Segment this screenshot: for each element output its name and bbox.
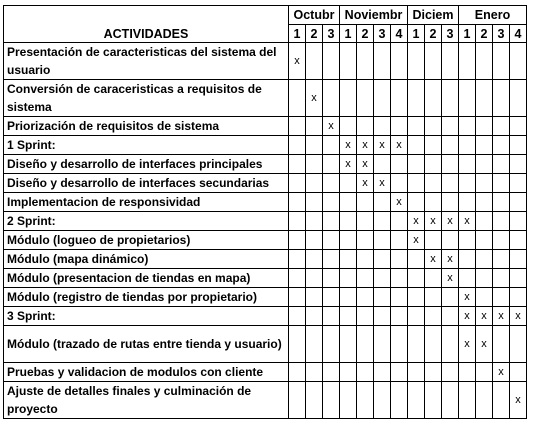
schedule-cell [442,80,459,117]
schedule-cell [442,231,459,250]
schedule-cell [306,117,323,136]
schedule-cell [391,307,408,326]
schedule-cell [391,326,408,363]
schedule-mark: x [391,193,408,212]
schedule-cell [459,155,476,174]
schedule-cell [408,363,425,382]
schedule-cell [493,269,510,288]
schedule-cell [306,382,323,419]
schedule-cell [442,382,459,419]
schedule-cell [425,269,442,288]
schedule-cell [323,155,340,174]
schedule-cell [323,269,340,288]
activity-label: Conversión de caraceristicas a requisitos de sistema [4,80,289,117]
schedule-cell [408,117,425,136]
schedule-cell [323,363,340,382]
schedule-cell [357,250,374,269]
schedule-cell [408,250,425,269]
schedule-cell [323,382,340,419]
week-header: 1 [289,25,306,43]
schedule-cell [510,212,527,231]
schedule-cell [476,174,493,193]
schedule-mark: x [510,307,527,326]
schedule-cell [374,326,391,363]
schedule-cell [476,269,493,288]
schedule-mark: x [340,136,357,155]
schedule-cell [323,212,340,231]
schedule-mark: x [442,269,459,288]
schedule-mark: x [476,326,493,363]
schedule-cell [442,117,459,136]
schedule-cell [510,136,527,155]
schedule-cell [442,307,459,326]
schedule-cell [510,193,527,212]
schedule-cell [493,212,510,231]
schedule-cell [510,250,527,269]
schedule-cell [374,288,391,307]
schedule-cell [306,326,323,363]
schedule-cell [459,382,476,419]
schedule-cell [476,117,493,136]
schedule-cell [340,269,357,288]
schedule-cell [442,326,459,363]
activity-row [4,136,527,155]
schedule-cell [408,382,425,419]
schedule-cell [408,155,425,174]
schedule-mark: x [442,250,459,269]
schedule-mark: x [357,174,374,193]
schedule-cell [459,43,476,80]
schedule-cell [425,326,442,363]
schedule-cell [493,174,510,193]
schedule-cell [374,117,391,136]
activity-label: 3 Sprint: [4,307,289,326]
schedule-mark: x [408,231,425,250]
schedule-cell [459,174,476,193]
schedule-mark: x [459,288,476,307]
activity-label: Pruebas y validacion de modulos con cliente [4,363,289,382]
week-header: 2 [425,25,442,43]
schedule-cell [306,193,323,212]
schedule-cell [459,136,476,155]
week-header: 1 [459,25,476,43]
schedule-cell [289,80,306,117]
schedule-cell [340,307,357,326]
schedule-cell [323,288,340,307]
schedule-cell [442,136,459,155]
activity-row [4,307,527,326]
schedule-cell [510,231,527,250]
schedule-cell [289,193,306,212]
activity-row [4,269,527,288]
activity-label: Módulo (presentacion de tiendas en mapa) [4,269,289,288]
schedule-cell [510,269,527,288]
week-header: 1 [408,25,425,43]
schedule-cell [289,136,306,155]
schedule-cell [323,136,340,155]
schedule-cell [459,231,476,250]
schedule-cell [391,269,408,288]
activities-body [4,43,527,419]
schedule-cell [340,80,357,117]
schedule-cell [306,155,323,174]
schedule-mark: x [340,155,357,174]
schedule-cell [289,174,306,193]
schedule-cell [442,155,459,174]
schedule-cell [476,136,493,155]
activity-label: Diseño y desarrollo de interfaces secundarias [4,174,289,193]
schedule-cell [323,43,340,80]
week-header: 2 [476,25,493,43]
week-header: 3 [323,25,340,43]
schedule-mark: x [408,212,425,231]
schedule-cell [476,288,493,307]
schedule-cell [306,363,323,382]
schedule-cell [442,193,459,212]
schedule-cell [391,80,408,117]
schedule-mark: x [357,155,374,174]
schedule-cell [323,80,340,117]
schedule-cell [323,193,340,212]
activity-label: Módulo (logueo de propietarios) [4,231,289,250]
schedule-cell [357,117,374,136]
schedule-cell [459,117,476,136]
schedule-cell [408,193,425,212]
schedule-cell [289,363,306,382]
activities-header [4,6,289,43]
schedule-cell [306,174,323,193]
schedule-cell [374,307,391,326]
week-header: 3 [493,25,510,43]
schedule-cell [493,231,510,250]
schedule-cell [476,43,493,80]
schedule-cell [289,307,306,326]
schedule-cell [357,193,374,212]
schedule-cell [340,231,357,250]
schedule-cell [323,326,340,363]
schedule-cell [374,250,391,269]
month-header-row [4,6,527,25]
schedule-cell [408,43,425,80]
schedule-cell [408,174,425,193]
activity-row [4,363,527,382]
schedule-cell [493,288,510,307]
schedule-cell [374,43,391,80]
schedule-cell [340,250,357,269]
schedule-cell [442,288,459,307]
week-header: 3 [374,25,391,43]
schedule-cell [289,326,306,363]
schedule-cell [340,174,357,193]
activity-label: Priorización de requisitos de sistema [4,117,289,136]
schedule-mark: x [289,43,306,80]
schedule-cell [374,231,391,250]
activity-row [4,117,527,136]
schedule-cell [289,155,306,174]
schedule-mark: x [425,250,442,269]
schedule-cell [306,231,323,250]
schedule-cell [510,155,527,174]
schedule-cell [425,231,442,250]
schedule-cell [459,193,476,212]
week-header: 2 [306,25,323,43]
schedule-cell [408,80,425,117]
schedule-cell [425,193,442,212]
schedule-cell [306,136,323,155]
schedule-cell [374,363,391,382]
schedule-cell [425,117,442,136]
activity-label: Módulo (trazado de rutas entre tienda y usuario) [4,326,289,363]
week-header: 3 [442,25,459,43]
schedule-cell [442,174,459,193]
schedule-cell [493,43,510,80]
schedule-cell [408,288,425,307]
schedule-cell [357,231,374,250]
schedule-cell [510,288,527,307]
schedule-table [3,5,527,419]
schedule-cell [340,43,357,80]
week-header: 1 [340,25,357,43]
schedule-mark: x [374,136,391,155]
month-header-4: Enero [459,6,527,25]
schedule-cell [510,326,527,363]
schedule-cell [493,136,510,155]
schedule-cell [408,269,425,288]
schedule-cell [374,155,391,174]
schedule-cell [323,231,340,250]
schedule-cell [459,250,476,269]
activity-label: 1 Sprint: [4,136,289,155]
schedule-cell [391,117,408,136]
schedule-cell [374,212,391,231]
schedule-cell [442,43,459,80]
schedule-cell [374,193,391,212]
schedule-cell [306,307,323,326]
schedule-cell [391,212,408,231]
schedule-cell [459,80,476,117]
month-header-3: Diciem [408,6,459,25]
schedule-mark: x [476,307,493,326]
activity-row [4,155,527,174]
schedule-mark: x [510,382,527,419]
schedule-cell [425,136,442,155]
schedule-cell [493,193,510,212]
schedule-mark: x [442,212,459,231]
schedule-cell [306,43,323,80]
schedule-cell [425,363,442,382]
schedule-cell [391,250,408,269]
schedule-mark: x [425,212,442,231]
schedule-cell [391,174,408,193]
schedule-cell [425,382,442,419]
schedule-cell [340,326,357,363]
schedule-mark: x [323,117,340,136]
schedule-mark: x [459,326,476,363]
schedule-cell [340,212,357,231]
schedule-cell [493,250,510,269]
schedule-cell [476,193,493,212]
activity-row [4,250,527,269]
activity-row [4,43,527,80]
schedule-cell [425,43,442,80]
schedule-cell [408,136,425,155]
schedule-cell [340,382,357,419]
schedule-cell [306,269,323,288]
schedule-cell [391,288,408,307]
schedule-cell [289,288,306,307]
schedule-cell [306,250,323,269]
schedule-mark: x [493,363,510,382]
schedule-cell [323,307,340,326]
schedule-cell [425,174,442,193]
month-header-1: Octubr [289,6,340,25]
schedule-cell [459,363,476,382]
activity-label: Diseño y desarrollo de interfaces principales [4,155,289,174]
schedule-cell [289,212,306,231]
schedule-cell [357,288,374,307]
schedule-cell [493,117,510,136]
schedule-cell [476,80,493,117]
schedule-cell [357,382,374,419]
schedule-cell [510,174,527,193]
schedule-cell [340,288,357,307]
activity-row [4,80,527,117]
schedule-mark: x [374,174,391,193]
schedule-cell [476,382,493,419]
activity-row [4,174,527,193]
schedule-cell [510,80,527,117]
schedule-cell [289,382,306,419]
schedule-cell [340,193,357,212]
schedule-cell [357,269,374,288]
schedule-cell [476,231,493,250]
activity-row [4,212,527,231]
schedule-mark: x [459,307,476,326]
activity-row [4,231,527,250]
schedule-cell [289,269,306,288]
schedule-cell [510,43,527,80]
schedule-cell [476,155,493,174]
schedule-cell [306,212,323,231]
schedule-mark: x [306,80,323,117]
activity-label: Implementacion de responsividad [4,193,289,212]
activity-label: 2 Sprint: [4,212,289,231]
week-header: 4 [391,25,408,43]
schedule-cell [476,363,493,382]
schedule-cell [493,382,510,419]
activity-label: Presentación de caracteristicas del sistema del usuario [4,43,289,80]
activity-label: Ajuste de detalles finales y culminación de proyecto [4,382,289,419]
schedule-cell [510,117,527,136]
schedule-mark: x [357,136,374,155]
schedule-cell [493,326,510,363]
schedule-cell [374,80,391,117]
schedule-cell [289,117,306,136]
schedule-cell [425,307,442,326]
schedule-cell [289,250,306,269]
activity-row [4,288,527,307]
schedule-cell [493,80,510,117]
schedule-cell [391,231,408,250]
schedule-cell [391,382,408,419]
schedule-cell [357,307,374,326]
week-header: 4 [510,25,527,43]
activity-row [4,193,527,212]
schedule-cell [510,363,527,382]
schedule-cell [340,363,357,382]
schedule-cell [425,80,442,117]
schedule-cell [493,155,510,174]
schedule-cell [408,326,425,363]
activity-row [4,382,527,419]
schedule-cell [391,43,408,80]
schedule-cell [323,174,340,193]
schedule-cell [357,212,374,231]
schedule-cell [357,326,374,363]
week-header: 2 [357,25,374,43]
activity-label: Módulo (mapa dinámico) [4,250,289,269]
schedule-mark: x [391,136,408,155]
activities-header-label: ACTIVIDADES [103,27,189,41]
schedule-cell [476,212,493,231]
schedule-cell [391,363,408,382]
month-header-2: Noviembr [340,6,408,25]
schedule-cell [391,155,408,174]
schedule-cell [425,155,442,174]
schedule-cell [306,288,323,307]
schedule-cell [357,80,374,117]
schedule-cell [323,250,340,269]
schedule-cell [374,382,391,419]
schedule-cell [289,231,306,250]
schedule-mark: x [493,307,510,326]
schedule-mark: x [459,212,476,231]
schedule-cell [408,307,425,326]
activity-row [4,326,527,363]
schedule-cell [340,117,357,136]
schedule-cell [357,363,374,382]
schedule-cell [459,269,476,288]
schedule-cell [476,250,493,269]
schedule-cell [425,288,442,307]
schedule-cell [374,269,391,288]
schedule-cell [357,43,374,80]
schedule-cell [442,363,459,382]
activity-label: Módulo (registro de tiendas por propietario) [4,288,289,307]
